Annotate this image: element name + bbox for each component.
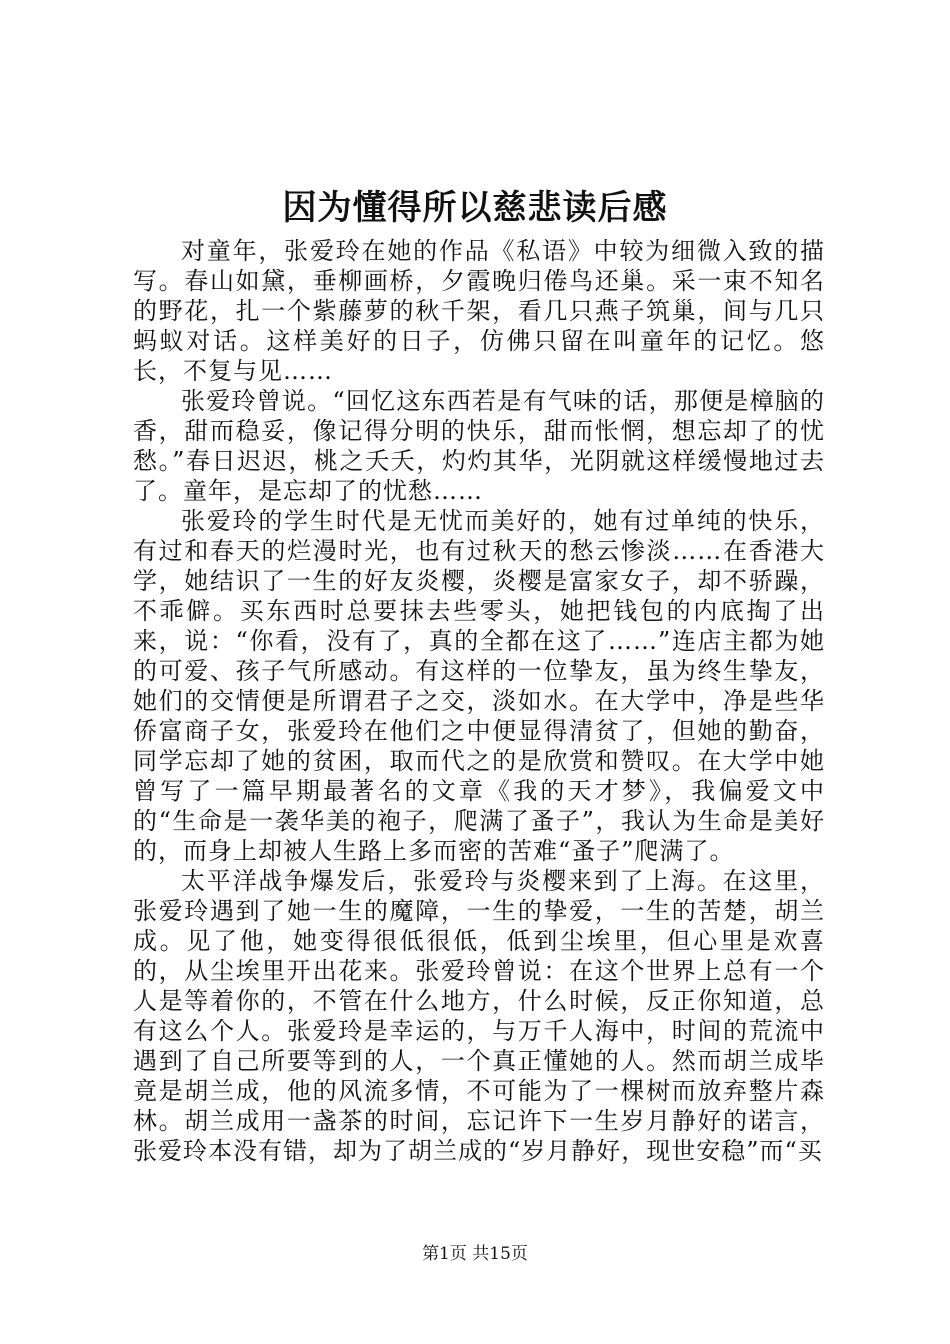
paragraph-shanghai: 太平洋战争爆发后，张爱玲与炎樱来到了上海。在这里，张爱玲遇到了她一生的魔障，一生的挚爱，一生的苦楚，胡兰成。见了他，她变得很低很低，低到尘埃里，但心里是欢喜的，从尘埃里开出花来。张爱玲曾说：在这个世界上总有一个人是等着你的，不管在什么地方，什么时候，反正你知道，总有这么个人。张爱玲是幸运的，与万千人海中，时间的荒流中遇到了自己所要等到的人，一个真正懂她的人。然而胡兰成毕竟是胡兰成，他的风流多情，不可能为了一棵树而放弃整片森林。胡兰成用一盏茶的时间，忘记许下一生岁月静好的诺言，张爱玲本没有错，却为了胡兰成的“岁月静好，现世安稳”而“买	[133, 867, 825, 1165]
paragraph-memory-quote: 张爱玲曾说。“回忆这东西若是有气味的话，那便是樟脑的香，甜而稳妥，像记得分明的快乐，甜而怅惘，想忘却了的忧愁。”春日迟迟，桃之夭夭，灼灼其华，光阴就这样缓慢地过去了。童年，是忘却了的忧愁……	[133, 387, 825, 505]
document-title: 因为懂得所以慈悲读后感	[282, 188, 668, 228]
paragraph-student-years: 张爱玲的学生时代是无忧而美好的，她有过单纯的快乐，有过和春天的烂漫时光，也有过秋天的愁云惨淡……在香港大学，她结识了一生的好友炎樱，炎樱是富家女子，却不骄躁，不乖僻。买东西时总要抹去些零头，她把钱包的内底掏了出来，说：“你看，没有了，真的全都在这了……”连店主都为她的可爱、孩子气所感动。有这样的一位挚友，虽为终生挚友，她们的交情便是所谓君子之交，淡如水。在大学中，净是些华侨富商子女，张爱玲在他们之中便显得清贫了，但她的勤奋，同学忘却了她的贫困，取而代之的是欣赏和赞叹。在大学中她曾写了一篇早期最著名的文章《我的天才梦》，我偏爱文中的“生命是一袭华美的袍子，爬满了蚤子”，我认为生命是美好的，而身上却被人生路上多而密的苦难“蚤子”爬满了。	[133, 507, 825, 865]
page-number-footer: 第1页 共15页	[422, 1244, 528, 1264]
paragraph-childhood: 对童年，张爱玲在她的作品《私语》中较为细微入致的描写。春山如黛，垂柳画桥，夕霞晚归倦鸟还巢。采一束不知名的野花，扎一个紫藤萝的秋千架，看几只燕子筑巢，间与几只蚂蚁对话。这样美好的日子，仿佛只留在叫童年的记忆。悠长，不复与见……	[133, 237, 825, 385]
document-body	[133, 236, 825, 1166]
